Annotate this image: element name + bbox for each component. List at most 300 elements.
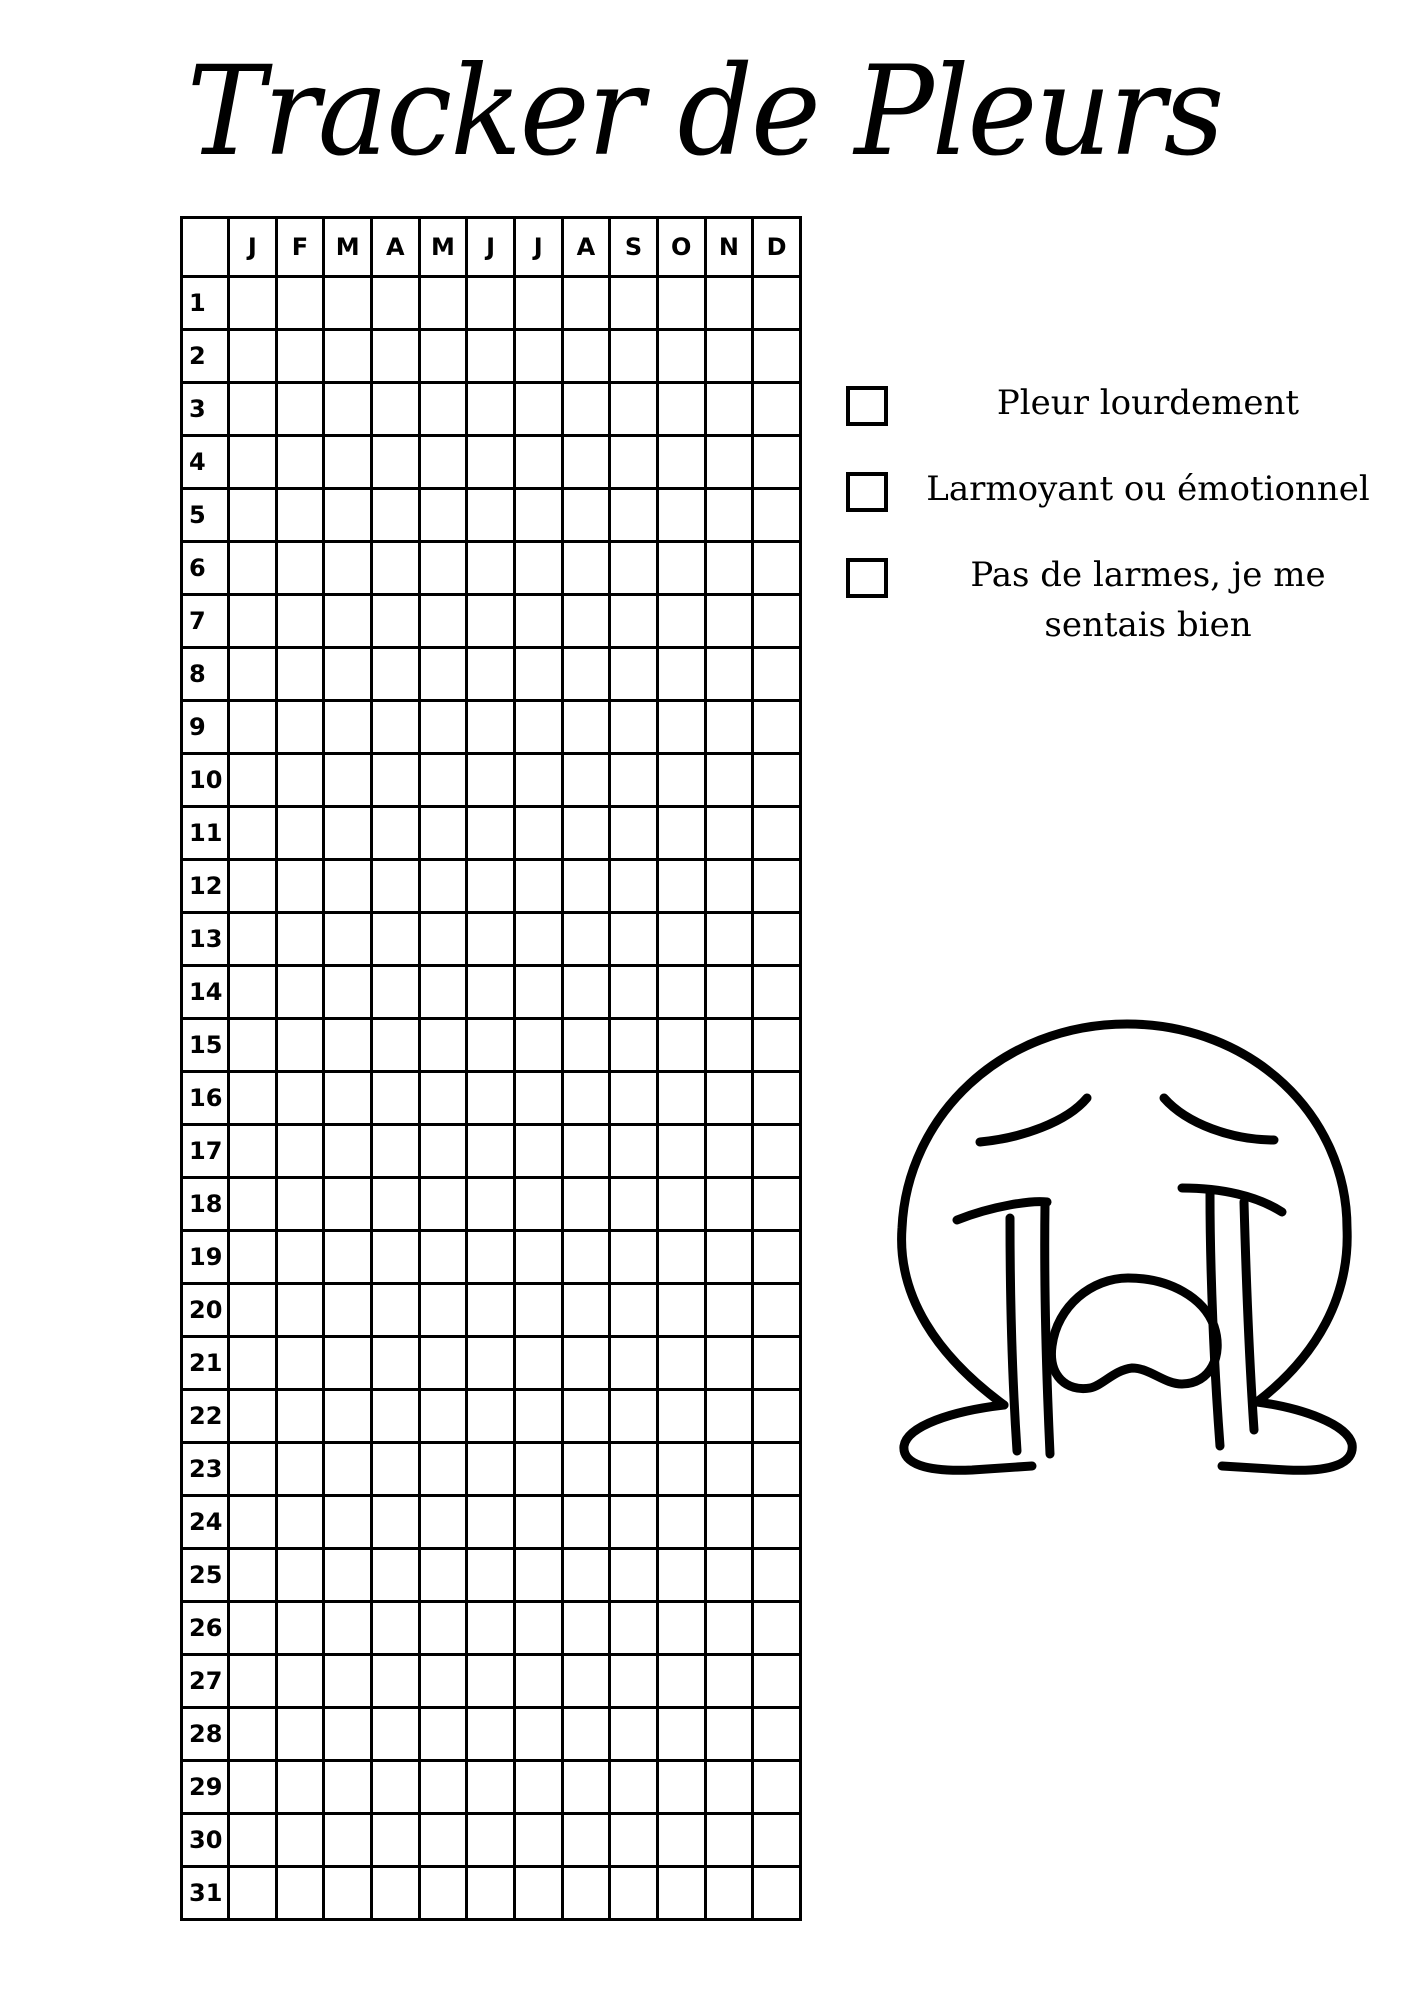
tracker-cell[interactable] xyxy=(419,1549,467,1602)
tracker-cell[interactable] xyxy=(324,1867,372,1920)
tracker-cell[interactable] xyxy=(562,1231,610,1284)
tracker-cell[interactable] xyxy=(276,1337,324,1390)
tracker-cell[interactable] xyxy=(229,595,277,648)
tracker-cell[interactable] xyxy=(324,1390,372,1443)
tracker-cell[interactable] xyxy=(467,330,515,383)
tracker-cell[interactable] xyxy=(610,595,658,648)
tracker-cell[interactable] xyxy=(276,1761,324,1814)
tracker-cell[interactable] xyxy=(753,701,801,754)
tracker-cell[interactable] xyxy=(562,1602,610,1655)
tracker-cell[interactable] xyxy=(562,1761,610,1814)
tracker-cell[interactable] xyxy=(324,1761,372,1814)
tracker-cell[interactable] xyxy=(324,1178,372,1231)
tracker-cell[interactable] xyxy=(419,1072,467,1125)
tracker-cell[interactable] xyxy=(705,860,753,913)
tracker-cell[interactable] xyxy=(562,966,610,1019)
tracker-cell[interactable] xyxy=(562,436,610,489)
tracker-cell[interactable] xyxy=(276,595,324,648)
tracker-cell[interactable] xyxy=(610,277,658,330)
tracker-cell[interactable] xyxy=(562,1443,610,1496)
tracker-cell[interactable] xyxy=(562,1814,610,1867)
tracker-cell[interactable] xyxy=(419,754,467,807)
tracker-cell[interactable] xyxy=(610,1231,658,1284)
tracker-cell[interactable] xyxy=(753,1231,801,1284)
tracker-cell[interactable] xyxy=(276,1549,324,1602)
tracker-cell[interactable] xyxy=(562,595,610,648)
tracker-cell[interactable] xyxy=(419,1708,467,1761)
tracker-cell[interactable] xyxy=(324,1443,372,1496)
tracker-cell[interactable] xyxy=(229,1602,277,1655)
tracker-cell[interactable] xyxy=(467,1549,515,1602)
tracker-cell[interactable] xyxy=(419,1231,467,1284)
tracker-cell[interactable] xyxy=(276,1178,324,1231)
tracker-cell[interactable] xyxy=(371,648,419,701)
tracker-cell[interactable] xyxy=(229,277,277,330)
tracker-cell[interactable] xyxy=(705,1231,753,1284)
tracker-cell[interactable] xyxy=(371,489,419,542)
tracker-cell[interactable] xyxy=(419,277,467,330)
tracker-cell[interactable] xyxy=(657,1549,705,1602)
tracker-cell[interactable] xyxy=(705,1443,753,1496)
tracker-cell[interactable] xyxy=(419,1602,467,1655)
tracker-cell[interactable] xyxy=(324,1072,372,1125)
tracker-cell[interactable] xyxy=(371,1337,419,1390)
tracker-cell[interactable] xyxy=(705,1761,753,1814)
tracker-cell[interactable] xyxy=(324,1231,372,1284)
tracker-cell[interactable] xyxy=(467,1708,515,1761)
tracker-cell[interactable] xyxy=(657,542,705,595)
tracker-cell[interactable] xyxy=(419,913,467,966)
tracker-cell[interactable] xyxy=(753,1072,801,1125)
tracker-cell[interactable] xyxy=(514,1443,562,1496)
tracker-cell[interactable] xyxy=(467,1284,515,1337)
tracker-cell[interactable] xyxy=(657,966,705,1019)
tracker-cell[interactable] xyxy=(324,1814,372,1867)
tracker-cell[interactable] xyxy=(705,913,753,966)
tracker-cell[interactable] xyxy=(610,1284,658,1337)
tracker-cell[interactable] xyxy=(514,595,562,648)
tracker-cell[interactable] xyxy=(371,701,419,754)
tracker-cell[interactable] xyxy=(753,1019,801,1072)
tracker-cell[interactable] xyxy=(467,701,515,754)
tracker-cell[interactable] xyxy=(705,1390,753,1443)
tracker-cell[interactable] xyxy=(229,966,277,1019)
tracker-cell[interactable] xyxy=(371,542,419,595)
tracker-cell[interactable] xyxy=(610,1761,658,1814)
tracker-cell[interactable] xyxy=(467,1443,515,1496)
tracker-cell[interactable] xyxy=(705,595,753,648)
tracker-cell[interactable] xyxy=(610,489,658,542)
tracker-cell[interactable] xyxy=(514,1390,562,1443)
tracker-cell[interactable] xyxy=(371,1761,419,1814)
tracker-cell[interactable] xyxy=(276,1390,324,1443)
tracker-cell[interactable] xyxy=(753,277,801,330)
tracker-cell[interactable] xyxy=(276,1814,324,1867)
tracker-cell[interactable] xyxy=(753,489,801,542)
tracker-cell[interactable] xyxy=(324,754,372,807)
tracker-cell[interactable] xyxy=(514,330,562,383)
tracker-cell[interactable] xyxy=(562,489,610,542)
tracker-cell[interactable] xyxy=(610,966,658,1019)
tracker-cell[interactable] xyxy=(610,754,658,807)
tracker-cell[interactable] xyxy=(610,1178,658,1231)
tracker-cell[interactable] xyxy=(229,701,277,754)
tracker-cell[interactable] xyxy=(657,913,705,966)
tracker-cell[interactable] xyxy=(467,1231,515,1284)
tracker-cell[interactable] xyxy=(371,1867,419,1920)
tracker-cell[interactable] xyxy=(657,1019,705,1072)
tracker-cell[interactable] xyxy=(705,1337,753,1390)
tracker-cell[interactable] xyxy=(610,1814,658,1867)
tracker-cell[interactable] xyxy=(276,1284,324,1337)
tracker-cell[interactable] xyxy=(514,1655,562,1708)
tracker-cell[interactable] xyxy=(514,1019,562,1072)
tracker-cell[interactable] xyxy=(753,1178,801,1231)
tracker-cell[interactable] xyxy=(657,1231,705,1284)
tracker-cell[interactable] xyxy=(324,489,372,542)
tracker-cell[interactable] xyxy=(419,383,467,436)
tracker-cell[interactable] xyxy=(705,1655,753,1708)
tracker-cell[interactable] xyxy=(562,1072,610,1125)
tracker-cell[interactable] xyxy=(324,860,372,913)
tracker-cell[interactable] xyxy=(657,1072,705,1125)
tracker-cell[interactable] xyxy=(324,1708,372,1761)
tracker-cell[interactable] xyxy=(657,1761,705,1814)
tracker-cell[interactable] xyxy=(276,648,324,701)
tracker-cell[interactable] xyxy=(229,1655,277,1708)
tracker-cell[interactable] xyxy=(467,1178,515,1231)
tracker-cell[interactable] xyxy=(514,489,562,542)
tracker-cell[interactable] xyxy=(610,1072,658,1125)
tracker-cell[interactable] xyxy=(276,542,324,595)
tracker-cell[interactable] xyxy=(229,1814,277,1867)
tracker-cell[interactable] xyxy=(371,1390,419,1443)
tracker-cell[interactable] xyxy=(229,1125,277,1178)
tracker-cell[interactable] xyxy=(562,648,610,701)
tracker-cell[interactable] xyxy=(562,1867,610,1920)
tracker-cell[interactable] xyxy=(467,277,515,330)
tracker-cell[interactable] xyxy=(229,436,277,489)
tracker-cell[interactable] xyxy=(753,1284,801,1337)
tracker-cell[interactable] xyxy=(371,383,419,436)
tracker-cell[interactable] xyxy=(657,754,705,807)
tracker-cell[interactable] xyxy=(419,966,467,1019)
tracker-cell[interactable] xyxy=(514,860,562,913)
tracker-cell[interactable] xyxy=(324,595,372,648)
tracker-cell[interactable] xyxy=(229,489,277,542)
tracker-cell[interactable] xyxy=(371,330,419,383)
tracker-cell[interactable] xyxy=(657,1178,705,1231)
tracker-cell[interactable] xyxy=(753,330,801,383)
tracker-cell[interactable] xyxy=(467,383,515,436)
tracker-cell[interactable] xyxy=(467,1019,515,1072)
tracker-cell[interactable] xyxy=(371,277,419,330)
tracker-cell[interactable] xyxy=(514,1814,562,1867)
tracker-cell[interactable] xyxy=(562,1337,610,1390)
tracker-cell[interactable] xyxy=(419,1496,467,1549)
tracker-cell[interactable] xyxy=(657,383,705,436)
tracker-cell[interactable] xyxy=(610,1867,658,1920)
tracker-cell[interactable] xyxy=(371,595,419,648)
tracker-cell[interactable] xyxy=(753,1602,801,1655)
tracker-cell[interactable] xyxy=(276,1496,324,1549)
tracker-cell[interactable] xyxy=(371,1814,419,1867)
tracker-cell[interactable] xyxy=(753,1708,801,1761)
tracker-cell[interactable] xyxy=(753,1814,801,1867)
tracker-cell[interactable] xyxy=(229,913,277,966)
tracker-cell[interactable] xyxy=(705,383,753,436)
tracker-cell[interactable] xyxy=(657,701,705,754)
tracker-cell[interactable] xyxy=(467,436,515,489)
tracker-cell[interactable] xyxy=(419,1019,467,1072)
tracker-cell[interactable] xyxy=(753,1549,801,1602)
tracker-cell[interactable] xyxy=(419,1337,467,1390)
tracker-cell[interactable] xyxy=(371,754,419,807)
tracker-cell[interactable] xyxy=(657,277,705,330)
tracker-cell[interactable] xyxy=(276,1019,324,1072)
tracker-cell[interactable] xyxy=(276,913,324,966)
tracker-cell[interactable] xyxy=(324,1549,372,1602)
tracker-cell[interactable] xyxy=(562,807,610,860)
tracker-cell[interactable] xyxy=(562,1655,610,1708)
tracker-cell[interactable] xyxy=(419,1390,467,1443)
tracker-cell[interactable] xyxy=(467,807,515,860)
tracker-cell[interactable] xyxy=(562,1178,610,1231)
tracker-cell[interactable] xyxy=(324,1337,372,1390)
tracker-cell[interactable] xyxy=(705,648,753,701)
tracker-cell[interactable] xyxy=(276,1867,324,1920)
tracker-cell[interactable] xyxy=(467,1390,515,1443)
tracker-cell[interactable] xyxy=(467,754,515,807)
tracker-cell[interactable] xyxy=(657,1708,705,1761)
tracker-cell[interactable] xyxy=(276,277,324,330)
tracker-cell[interactable] xyxy=(419,436,467,489)
tracker-cell[interactable] xyxy=(324,330,372,383)
tracker-cell[interactable] xyxy=(610,1125,658,1178)
tracker-cell[interactable] xyxy=(229,1761,277,1814)
tracker-cell[interactable] xyxy=(229,648,277,701)
tracker-cell[interactable] xyxy=(514,1708,562,1761)
legend-checkbox-heavy-crying[interactable] xyxy=(846,386,888,426)
tracker-cell[interactable] xyxy=(371,913,419,966)
tracker-cell[interactable] xyxy=(705,542,753,595)
tracker-cell[interactable] xyxy=(324,542,372,595)
tracker-cell[interactable] xyxy=(229,1231,277,1284)
tracker-cell[interactable] xyxy=(657,436,705,489)
tracker-cell[interactable] xyxy=(657,1496,705,1549)
tracker-cell[interactable] xyxy=(753,860,801,913)
tracker-cell[interactable] xyxy=(371,1125,419,1178)
tracker-cell[interactable] xyxy=(610,1019,658,1072)
tracker-cell[interactable] xyxy=(514,701,562,754)
tracker-cell[interactable] xyxy=(514,1178,562,1231)
tracker-cell[interactable] xyxy=(276,1072,324,1125)
tracker-cell[interactable] xyxy=(514,1496,562,1549)
tracker-cell[interactable] xyxy=(514,1549,562,1602)
tracker-cell[interactable] xyxy=(657,1814,705,1867)
tracker-cell[interactable] xyxy=(705,1814,753,1867)
tracker-cell[interactable] xyxy=(229,1496,277,1549)
tracker-cell[interactable] xyxy=(753,966,801,1019)
tracker-cell[interactable] xyxy=(657,807,705,860)
tracker-cell[interactable] xyxy=(229,1867,277,1920)
tracker-cell[interactable] xyxy=(371,1072,419,1125)
tracker-cell[interactable] xyxy=(371,860,419,913)
tracker-cell[interactable] xyxy=(610,383,658,436)
tracker-cell[interactable] xyxy=(371,966,419,1019)
tracker-cell[interactable] xyxy=(467,1072,515,1125)
tracker-cell[interactable] xyxy=(753,1655,801,1708)
tracker-cell[interactable] xyxy=(610,1549,658,1602)
tracker-cell[interactable] xyxy=(705,1019,753,1072)
tracker-cell[interactable] xyxy=(753,436,801,489)
tracker-cell[interactable] xyxy=(467,1337,515,1390)
tracker-cell[interactable] xyxy=(467,1496,515,1549)
tracker-cell[interactable] xyxy=(610,1602,658,1655)
tracker-cell[interactable] xyxy=(610,1390,658,1443)
tracker-cell[interactable] xyxy=(276,966,324,1019)
tracker-cell[interactable] xyxy=(705,330,753,383)
tracker-cell[interactable] xyxy=(324,1284,372,1337)
tracker-cell[interactable] xyxy=(467,1602,515,1655)
tracker-cell[interactable] xyxy=(753,595,801,648)
tracker-cell[interactable] xyxy=(705,1178,753,1231)
tracker-cell[interactable] xyxy=(753,807,801,860)
tracker-cell[interactable] xyxy=(324,1655,372,1708)
tracker-cell[interactable] xyxy=(229,1337,277,1390)
legend-checkbox-no-tears[interactable] xyxy=(846,558,888,598)
tracker-cell[interactable] xyxy=(324,807,372,860)
tracker-cell[interactable] xyxy=(276,1231,324,1284)
tracker-cell[interactable] xyxy=(753,1125,801,1178)
tracker-cell[interactable] xyxy=(514,1337,562,1390)
tracker-cell[interactable] xyxy=(324,701,372,754)
tracker-cell[interactable] xyxy=(324,1019,372,1072)
tracker-cell[interactable] xyxy=(705,1708,753,1761)
tracker-cell[interactable] xyxy=(610,1496,658,1549)
tracker-cell[interactable] xyxy=(610,1655,658,1708)
tracker-cell[interactable] xyxy=(371,1231,419,1284)
tracker-cell[interactable] xyxy=(419,860,467,913)
tracker-cell[interactable] xyxy=(514,913,562,966)
tracker-cell[interactable] xyxy=(705,1867,753,1920)
tracker-cell[interactable] xyxy=(657,330,705,383)
tracker-cell[interactable] xyxy=(753,1390,801,1443)
tracker-cell[interactable] xyxy=(610,436,658,489)
tracker-cell[interactable] xyxy=(371,807,419,860)
tracker-cell[interactable] xyxy=(562,330,610,383)
tracker-cell[interactable] xyxy=(276,807,324,860)
tracker-cell[interactable] xyxy=(229,542,277,595)
tracker-cell[interactable] xyxy=(610,860,658,913)
tracker-cell[interactable] xyxy=(657,1337,705,1390)
tracker-cell[interactable] xyxy=(610,1708,658,1761)
tracker-cell[interactable] xyxy=(229,1178,277,1231)
tracker-cell[interactable] xyxy=(419,1761,467,1814)
tracker-cell[interactable] xyxy=(705,754,753,807)
tracker-cell[interactable] xyxy=(753,913,801,966)
tracker-cell[interactable] xyxy=(753,1443,801,1496)
tracker-cell[interactable] xyxy=(705,1602,753,1655)
tracker-cell[interactable] xyxy=(467,1761,515,1814)
tracker-cell[interactable] xyxy=(467,595,515,648)
tracker-cell[interactable] xyxy=(229,754,277,807)
tracker-cell[interactable] xyxy=(562,1019,610,1072)
tracker-cell[interactable] xyxy=(514,1125,562,1178)
tracker-cell[interactable] xyxy=(705,1125,753,1178)
tracker-cell[interactable] xyxy=(657,1390,705,1443)
tracker-cell[interactable] xyxy=(753,1761,801,1814)
tracker-cell[interactable] xyxy=(562,860,610,913)
tracker-cell[interactable] xyxy=(467,1655,515,1708)
tracker-cell[interactable] xyxy=(419,330,467,383)
tracker-cell[interactable] xyxy=(657,489,705,542)
tracker-cell[interactable] xyxy=(562,1390,610,1443)
tracker-cell[interactable] xyxy=(276,860,324,913)
tracker-cell[interactable] xyxy=(705,277,753,330)
tracker-cell[interactable] xyxy=(229,1284,277,1337)
tracker-cell[interactable] xyxy=(371,1602,419,1655)
tracker-cell[interactable] xyxy=(276,1602,324,1655)
tracker-cell[interactable] xyxy=(371,1655,419,1708)
tracker-cell[interactable] xyxy=(657,1867,705,1920)
tracker-cell[interactable] xyxy=(705,966,753,1019)
tracker-cell[interactable] xyxy=(371,1708,419,1761)
tracker-cell[interactable] xyxy=(657,1125,705,1178)
tracker-cell[interactable] xyxy=(276,330,324,383)
tracker-cell[interactable] xyxy=(371,1549,419,1602)
tracker-cell[interactable] xyxy=(419,1867,467,1920)
tracker-cell[interactable] xyxy=(514,1231,562,1284)
tracker-cell[interactable] xyxy=(324,1125,372,1178)
tracker-cell[interactable] xyxy=(562,913,610,966)
tracker-cell[interactable] xyxy=(562,701,610,754)
tracker-cell[interactable] xyxy=(562,1496,610,1549)
tracker-cell[interactable] xyxy=(705,436,753,489)
tracker-cell[interactable] xyxy=(467,1125,515,1178)
tracker-cell[interactable] xyxy=(514,383,562,436)
tracker-cell[interactable] xyxy=(467,1814,515,1867)
tracker-cell[interactable] xyxy=(467,860,515,913)
tracker-cell[interactable] xyxy=(514,436,562,489)
tracker-cell[interactable] xyxy=(562,1284,610,1337)
tracker-cell[interactable] xyxy=(371,1178,419,1231)
tracker-cell[interactable] xyxy=(467,1867,515,1920)
tracker-cell[interactable] xyxy=(514,1072,562,1125)
tracker-cell[interactable] xyxy=(514,1602,562,1655)
tracker-cell[interactable] xyxy=(562,277,610,330)
tracker-cell[interactable] xyxy=(657,648,705,701)
tracker-cell[interactable] xyxy=(324,913,372,966)
tracker-cell[interactable] xyxy=(514,542,562,595)
tracker-cell[interactable] xyxy=(657,595,705,648)
tracker-cell[interactable] xyxy=(324,966,372,1019)
tracker-cell[interactable] xyxy=(657,1443,705,1496)
tracker-cell[interactable] xyxy=(705,1496,753,1549)
tracker-cell[interactable] xyxy=(419,807,467,860)
tracker-cell[interactable] xyxy=(324,277,372,330)
tracker-cell[interactable] xyxy=(419,1284,467,1337)
tracker-cell[interactable] xyxy=(753,383,801,436)
tracker-cell[interactable] xyxy=(562,1549,610,1602)
tracker-cell[interactable] xyxy=(562,1125,610,1178)
tracker-cell[interactable] xyxy=(657,860,705,913)
tracker-cell[interactable] xyxy=(467,966,515,1019)
tracker-cell[interactable] xyxy=(610,542,658,595)
tracker-cell[interactable] xyxy=(324,648,372,701)
tracker-cell[interactable] xyxy=(276,1655,324,1708)
tracker-cell[interactable] xyxy=(419,1125,467,1178)
